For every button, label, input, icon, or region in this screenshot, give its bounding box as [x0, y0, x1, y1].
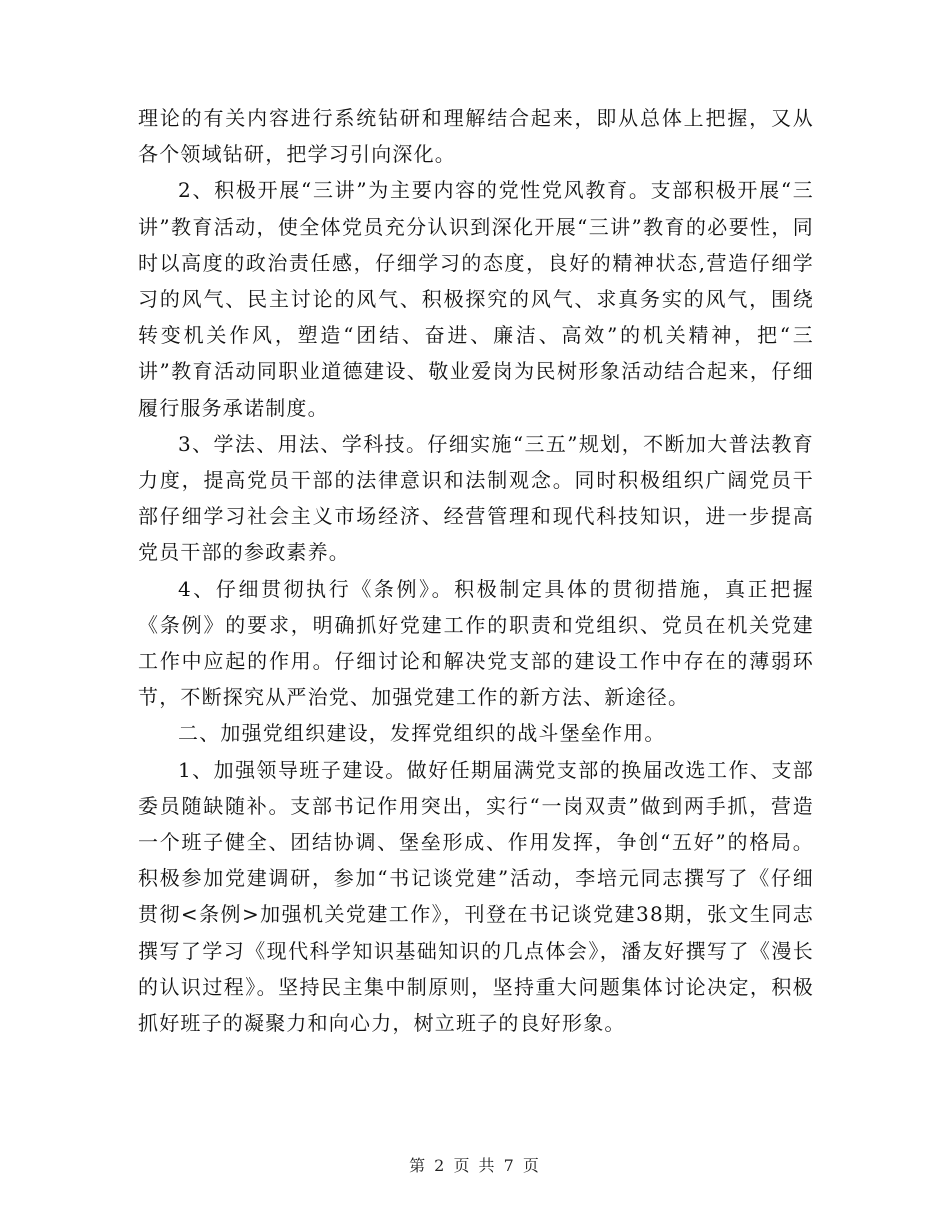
paragraph-law-science: 3、学法、用法、学科技。仔细实施“三五”规划，不断加大普法教育力度，提高党员干部的法律意识和法制观念。同时积极组织广阔党员干部仔细学习社会主义市场经济、经营管理和现代科技知识，进一步提高党员干部的参政素养。 [138, 431, 814, 565]
paragraph-continuation: 理论的有关内容进行系统钻研和理解结合起来，即从总体上把握，又从各个领域钻研，把学习引向深化。 [138, 106, 814, 167]
document-body [138, 100, 814, 1041]
page-number-footer: 第 2 页 共 7 页 [409, 1156, 541, 1175]
paragraph-leadership-team: 1、加强领导班子建设。做好任期届满党支部的换届改选工作、支部委员随缺随补。支部书记作用突出，实行“一岗双责”做到两手抓，营造一个班子健全、团结协调、堡垒形成、作用发挥，争创“五好”的格局。积极参加党建调研，参加“书记谈党建”活动，李培元同志撰写了《仔细贯彻<条例>加强机关党建工作》，刊登在书记谈党建38期，张文生同志撰写了学习《现代科学知识基础知识的几点体会》，潘友好撰写了《漫长的认识过程》。坚持民主集中制原则，坚持重大问题集体讨论决定，积极抓好班子的凝聚力和向心力，树立班子的良好形象。 [138, 757, 814, 1036]
paragraph-regulations: 4、仔细贯彻执行《条例》。积极制定具体的贯彻措施，真正把握《条例》的要求，明确抓好党建工作的职责和党组织、党员在机关党建工作中应起的作用。仔细讨论和解决党支部的建设工作中存在的薄弱环节，不断探究从严治党、加强党建工作的新方法、新途径。 [138, 576, 814, 710]
paragraph-sanjiang-education: 2、积极开展“三讲”为主要内容的党性党风教育。支部积极开展“三讲”教育活动，使全体党员充分认识到深化开展“三讲”教育的必要性，同时以高度的政治责任感，仔细学习的态度，良好的精神状态,营造仔细学习的风气、民主讨论的风气、积极探究的风气、求真务实的风气，围绕转变机关作风，塑造“团结、奋进、廉洁、高效”的机关精神，把“三讲”教育活动同职业道德建设、敬业爱岗为民树形象活动结合起来，仔细履行服务承诺制度。 [138, 178, 814, 420]
section-heading-party-organization: 二、加强党组织建设，发挥党组织的战斗堡垒作用。 [178, 721, 666, 746]
